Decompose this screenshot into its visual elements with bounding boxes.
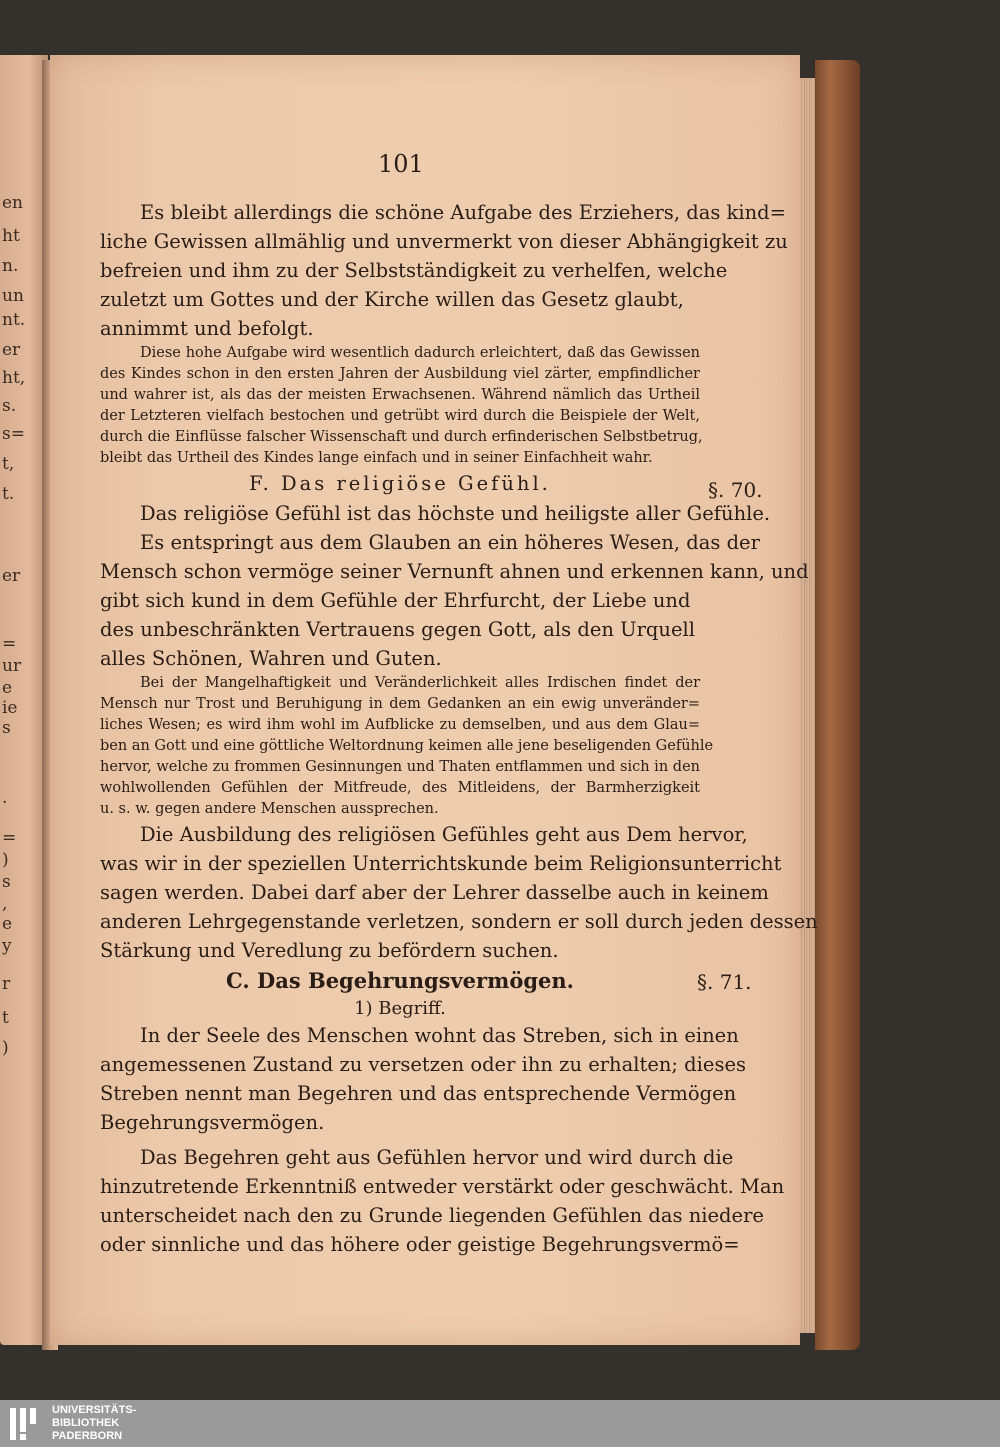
text-line-content: u. s. w. gegen andere Menschen aussprechen. xyxy=(100,801,439,817)
left-page-fragment: = xyxy=(2,828,17,848)
text-line-content: durch die Einflüsse falscher Wissenschaft und durch erfinderischen Selbstbetrug, xyxy=(100,429,703,445)
library-footer xyxy=(0,1400,1000,1447)
text-line xyxy=(100,1079,737,1108)
text-line-content: hinzutretende Erkenntniß entweder verstärkt oder geschwächt. Man xyxy=(100,1175,785,1198)
text-line-content: was wir in der speziellen Unterrichtskunde beim Religionsunterricht xyxy=(100,852,782,875)
text-line xyxy=(100,406,700,427)
text-line xyxy=(100,799,700,820)
margin-section-70: §. 70. xyxy=(708,478,763,502)
text-line-content: Es bleibt allerdings die schöne Aufgabe des Erziehers, das kind= xyxy=(140,201,786,224)
text-line-content: Bei der Mangelhaftigkeit und Veränderlichkeit alles Irdischen findet der xyxy=(140,675,700,691)
text-line xyxy=(100,1172,785,1201)
text-line-content: liches Wesen; es wird ihm wohl im Aufblicke zu demselben, und aus dem Glau= xyxy=(100,717,700,733)
text-line-content: sagen werden. Dabei darf aber der Lehrer dasselbe auch in keinem xyxy=(100,881,769,904)
left-page-fragment: n. xyxy=(2,256,19,276)
text-line-content: ben an Gott und eine göttliche Weltordnung keimen alle jene beseligenden Gefühle xyxy=(100,738,714,754)
left-page-fragment: s xyxy=(2,872,11,892)
left-page-fragment: er xyxy=(2,340,21,360)
text-line xyxy=(100,285,700,314)
text-line-content: bleibt das Urtheil des Kindes lange einfach und in seiner Einfachheit wahr. xyxy=(100,450,653,466)
text-line xyxy=(100,499,771,528)
note-paragraph-2 xyxy=(100,673,714,820)
text-line-content: Begehrungsvermögen. xyxy=(100,1111,325,1134)
text-line xyxy=(100,528,760,557)
left-page-fragment: ur xyxy=(2,656,22,676)
text-line xyxy=(100,364,700,385)
page-number: 101 xyxy=(378,150,424,178)
section-f-heading: F. Das religiöse Gefühl. xyxy=(249,472,551,495)
text-line xyxy=(100,715,700,736)
text-line xyxy=(100,778,700,799)
text-line xyxy=(100,198,786,227)
text-line-content: Mensch schon vermöge seiner Vernunft ahnen und erkennen kann, und xyxy=(100,560,809,583)
text-line-content: In der Seele des Menschen wohnt das Streben, sich in einen xyxy=(140,1024,739,1047)
text-line xyxy=(100,557,809,586)
text-line-content: des unbeschränkten Vertrauens gegen Gott, als den Urquell xyxy=(100,618,695,641)
left-page-fragment: s= xyxy=(2,424,25,444)
text-line xyxy=(100,314,700,343)
text-line-content: Stärkung und Veredlung zu befördern suchen. xyxy=(100,939,559,962)
text-line xyxy=(100,878,769,907)
text-line-content: und wahrer ist, als das der meisten Erwachsenen. Während nämlich das Urtheil xyxy=(100,387,700,403)
left-page-fragment: er xyxy=(2,566,21,586)
text-line xyxy=(100,385,700,406)
text-line xyxy=(100,343,700,364)
text-line-content: liche Gewissen allmählig und unvermerkt von dieser Abhängigkeit zu xyxy=(100,230,788,253)
left-page-fragment: t. xyxy=(2,484,15,504)
text-line xyxy=(100,907,818,936)
left-page-fragment: e xyxy=(2,678,13,698)
text-line xyxy=(100,1143,734,1172)
text-line-content: Es entspringt aus dem Glauben an ein höheres Wesen, das der xyxy=(140,531,760,554)
text-line-content: unterscheidet nach den zu Grunde liegenden Gefühlen das niedere xyxy=(100,1204,764,1227)
text-line-content: wohlwollenden Gefühlen der Mitfreude, des Mitleidens, der Barmherzigkeit xyxy=(100,780,700,796)
text-line xyxy=(100,1050,746,1079)
paragraph-3 xyxy=(100,820,818,965)
text-line-content: befreien und ihm zu der Selbstständigkeit zu verhelfen, welche xyxy=(100,259,728,282)
left-page-fragment: ) xyxy=(2,850,9,870)
text-line xyxy=(100,1021,739,1050)
text-line xyxy=(100,615,700,644)
text-line xyxy=(100,673,700,694)
text-line xyxy=(100,644,700,673)
text-line xyxy=(100,427,703,448)
text-line xyxy=(100,757,700,778)
library-name: UNIVERSITÄTS- BIBLIOTHEK PADERBORN xyxy=(52,1404,137,1442)
text-line xyxy=(100,820,748,849)
left-page-fragment: nt. xyxy=(2,310,26,330)
text-line-content: Streben nennt man Begehren und das entsprechende Vermögen xyxy=(100,1082,737,1105)
left-page-fragment: s. xyxy=(2,396,17,416)
text-line xyxy=(100,1201,764,1230)
text-line xyxy=(100,227,788,256)
text-line-content: der Letzteren vielfach bestochen und getrübt wird durch die Beispiele der Welt, xyxy=(100,408,700,424)
left-page-fragment: t, xyxy=(2,454,15,474)
library-logo-icon xyxy=(8,1406,44,1442)
left-page-fragment: t xyxy=(2,1008,9,1028)
left-page-fragment: e xyxy=(2,914,13,934)
text-line xyxy=(100,736,714,757)
book-cover xyxy=(815,60,860,1350)
left-page-fragment: ht, xyxy=(2,368,26,388)
left-page-fragment: ) xyxy=(2,1038,9,1058)
text-line-content: alles Schönen, Wahren und Guten. xyxy=(100,647,442,670)
text-line xyxy=(100,586,700,615)
text-line-content: annimmt und befolgt. xyxy=(100,317,314,340)
text-line-content: des Kindes schon in den ersten Jahren der Ausbildung viel zärter, empfindlicher xyxy=(100,366,700,382)
margin-section-71: §. 71. xyxy=(697,970,752,994)
text-line-content: anderen Lehrgegenstande verletzen, sondern er soll durch jeden dessen xyxy=(100,910,818,933)
text-line-content: Mensch nur Trost und Beruhigung in dem Gedanken an ein ewig unveränder= xyxy=(100,696,700,712)
text-line-content: hervor, welche zu frommen Gesinnungen und Thaten entflammen und sich in den xyxy=(100,759,700,775)
paragraph-1 xyxy=(100,198,788,343)
subsection-heading: 1) Begriff. xyxy=(354,998,446,1019)
text-line-content: Das religiöse Gefühl ist das höchste und heiligste aller Gefühle. xyxy=(140,502,771,525)
text-line xyxy=(100,936,700,965)
text-line-content: Die Ausbildung des religiösen Gefühles geht aus Dem hervor, xyxy=(140,823,748,846)
text-line xyxy=(100,1230,740,1259)
paragraph-5 xyxy=(100,1143,785,1259)
text-line-content: Diese hohe Aufgabe wird wesentlich dadurch erleichtert, daß das Gewissen xyxy=(140,345,700,361)
left-page-fragment: ie xyxy=(2,698,18,718)
text-line xyxy=(100,849,782,878)
left-page-fragment: en xyxy=(2,193,24,213)
left-page-fragment: . xyxy=(2,788,8,808)
left-page-fragment: r xyxy=(2,974,11,994)
section-c-heading: C. Das Begehrungsvermögen. xyxy=(226,968,574,993)
text-line-content: zuletzt um Gottes und der Kirche willen das Gesetz glaubt, xyxy=(100,288,684,311)
text-line xyxy=(100,256,728,285)
left-page-fragment: un xyxy=(2,286,24,306)
text-line-content: gibt sich kund in dem Gefühle der Ehrfurcht, der Liebe und xyxy=(100,589,691,612)
paragraph-2 xyxy=(100,499,809,673)
paragraph-4 xyxy=(100,1021,746,1137)
note-paragraph-1 xyxy=(100,343,703,469)
text-line xyxy=(100,448,700,469)
left-page-fragment: ht xyxy=(2,226,20,246)
text-line xyxy=(100,1108,700,1137)
left-page-fragment: y xyxy=(2,936,12,956)
left-page-fragment: , xyxy=(2,894,8,914)
text-line-content: oder sinnliche und das höhere oder geistige Begehrungsvermö= xyxy=(100,1233,740,1256)
text-line-content: angemessenen Zustand zu versetzen oder ihn zu erhalten; dieses xyxy=(100,1053,746,1076)
text-line xyxy=(100,694,700,715)
left-page-fragment: = xyxy=(2,634,17,654)
text-line-content: Das Begehren geht aus Gefühlen hervor und wird durch die xyxy=(140,1146,734,1169)
left-page-fragment: s xyxy=(2,718,11,738)
